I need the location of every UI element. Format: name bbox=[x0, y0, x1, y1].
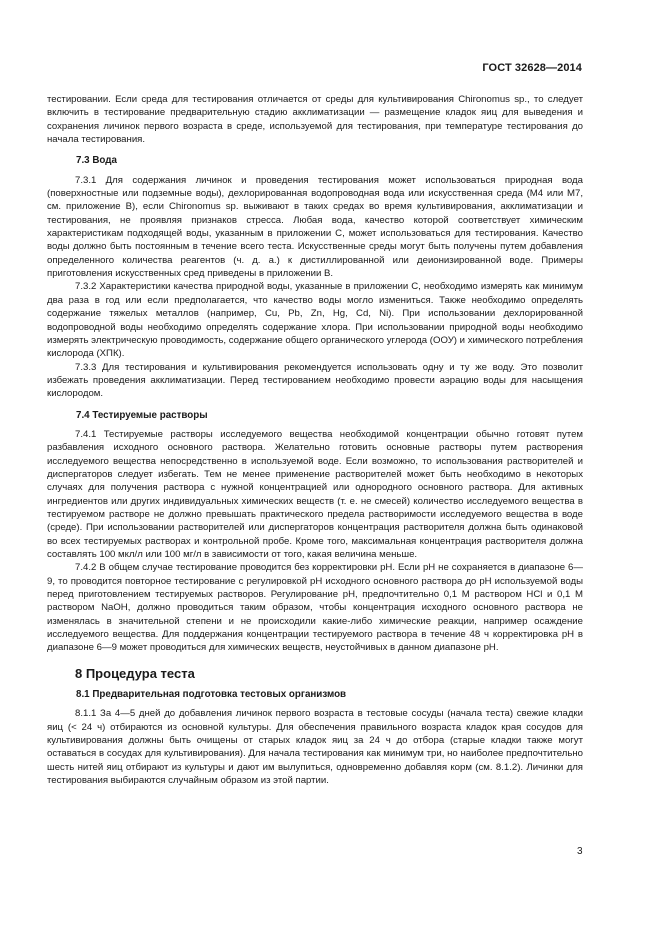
document-body bbox=[47, 93, 583, 788]
paragraph-7-4-2: 7.4.2 В общем случае тестирование проводится без корректировки рН. Если рН не сохраняется в диапазоне 6—9, то проводится повторное тестирование с регулировкой рН исходного основного раствора до рН используемой воды перед приготовлением тестируемых растворов. Регулирование рН, предпочтительно 0,1 М раствором HCl и 0,1 М раствором NaOH, должно проводиться таким образом, чтобы концентрация исходного основного раствора не изменялась в значительной степени и не происходили какие-либо химические реакции, например осаждение исследуемого вещества. Для поддержания концентрации тестируемого раствора в течение 48 ч корректировка рН в диапазоне 6—9 может проводиться для химических веществ, неустойчивых в данном диапазоне рН. bbox=[47, 562, 583, 654]
standard-number: ГОСТ 32628—2014 bbox=[482, 62, 582, 74]
paragraph-8-1-1: 8.1.1 За 4—5 дней до добавления личинок первого возраста в тестовые сосуды (начала теста) свежие кладки яиц (< 24 ч) отбираются из основной культуры. Для обеспечения правильного возраста кладок края сосудов для культивирования должны быть очищены от старых кладок яиц за 24 ч до отбора (старые кладки также могут оставаться в сосудах для культивирования). Для начала тестирования как минимум три, но наиболее предпочтительно шесть нитей яиц отбирают из культуры и дают им вылупиться, одновременно добавляя корм (см. 8.1.2). Личинки для тестирования выбираются случайным образом из этой партии. bbox=[47, 708, 583, 787]
paragraph-7-3-3: 7.3.3 Для тестирования и культивирования рекомендуется использовать одну и ту же воду. Это позволит избежать проведения акклиматизации. Перед тестированием необходимо провести аэрацию воды для насыщения кислородом. bbox=[47, 361, 583, 400]
section-heading-8-1: 8.1 Предварительная подготовка тестовых организмов bbox=[76, 689, 347, 701]
paragraph-7-4-1: 7.4.1 Тестируемые растворы исследуемого вещества необходимой концентрации обычно готовят путем разбавления исходного основного раствора. Желательно готовить основные растворы путем растворения исследуемого вещества непосредственно в используемой воде. Если возможно, то использования растворителей и диспергаторов следует избегать. Тем не менее применение растворителей может быть необходимо в некоторых случаях для получения раствора с нужной концентрацией или однородного основного раствора. Для активных ингредиентов или других индивидуальных химических веществ (т. е. не смесей) количество исследуемого вещества в тестируемом растворе не должно превышать практического предела растворимости исследуемого вещества в воде (среде). При использовании растворителей или диспергаторов концентрация растворителя должна быть одинаковой во всех тестируемых растворах и контрольной пробе. Кроме того, максимальная концентрация растворителя должна составлять 100 мкл/л или 100 мг/л в зависимости от того, какая величина меньше. bbox=[47, 428, 583, 560]
paragraph-7-3-1: 7.3.1 Для содержания личинок и проведения тестирования может использоваться природная вода (поверхностные или подземные воды), дехлорированная водопроводная вода или искусственная среда (М4 или М7, см. приложение В), если Chironomus sp. выживают в таких средах во время культивирования, акклиматизации и тестирования, не проявляя признаков стресса. Любая вода, качество которой соответствует химическим характеристикам подходящей воды, указанным в приложении С, может использоваться для тестирования. Качество воды должно быть постоянным в течение всего теста. Искусственные среды могут быть получены путем добавления определенного количества реагентов (ч. д. а.) к дистиллированной или деионизированной воде. Примеры приготовления искусственных сред приведены в приложении В. bbox=[47, 174, 583, 280]
section-heading-7-3: 7.3 Вода bbox=[76, 155, 117, 167]
chapter-heading-8: 8 Процедура теста bbox=[75, 665, 195, 681]
section-heading-7-4: 7.4 Тестируемые растворы bbox=[76, 409, 208, 421]
paragraph-7-3-2: 7.3.2 Характеристики качества природной воды, указанные в приложении С, необходимо измерять как минимум два раза в год или если предполагается, что качество воды могло измениться. Также необходимо определять содержание тяжелых металлов (например, Cu, Pb, Zn, Hg, Cd, Ni). При использовании дехлорированной водопроводной воды необходимо определять содержание хлора. При использовании природной воды необходимо измерять электрическую проводимость, содержание общего органического углерода (ООУ) и химического потребления кислорода (ХПК). bbox=[47, 281, 583, 360]
page-number: 3 bbox=[577, 846, 583, 857]
paragraph-continuation: тестировании. Если среда для тестирования отличается от среды для культивирования Chironomus sp., то следует включить в тестирование предварительную стадию акклиматизации — размещение кладок яиц для выведения и сохранения личинок первого возраста в среде, используемой для тестирования, при температуре тестирования до начала тестирования. bbox=[47, 94, 583, 146]
